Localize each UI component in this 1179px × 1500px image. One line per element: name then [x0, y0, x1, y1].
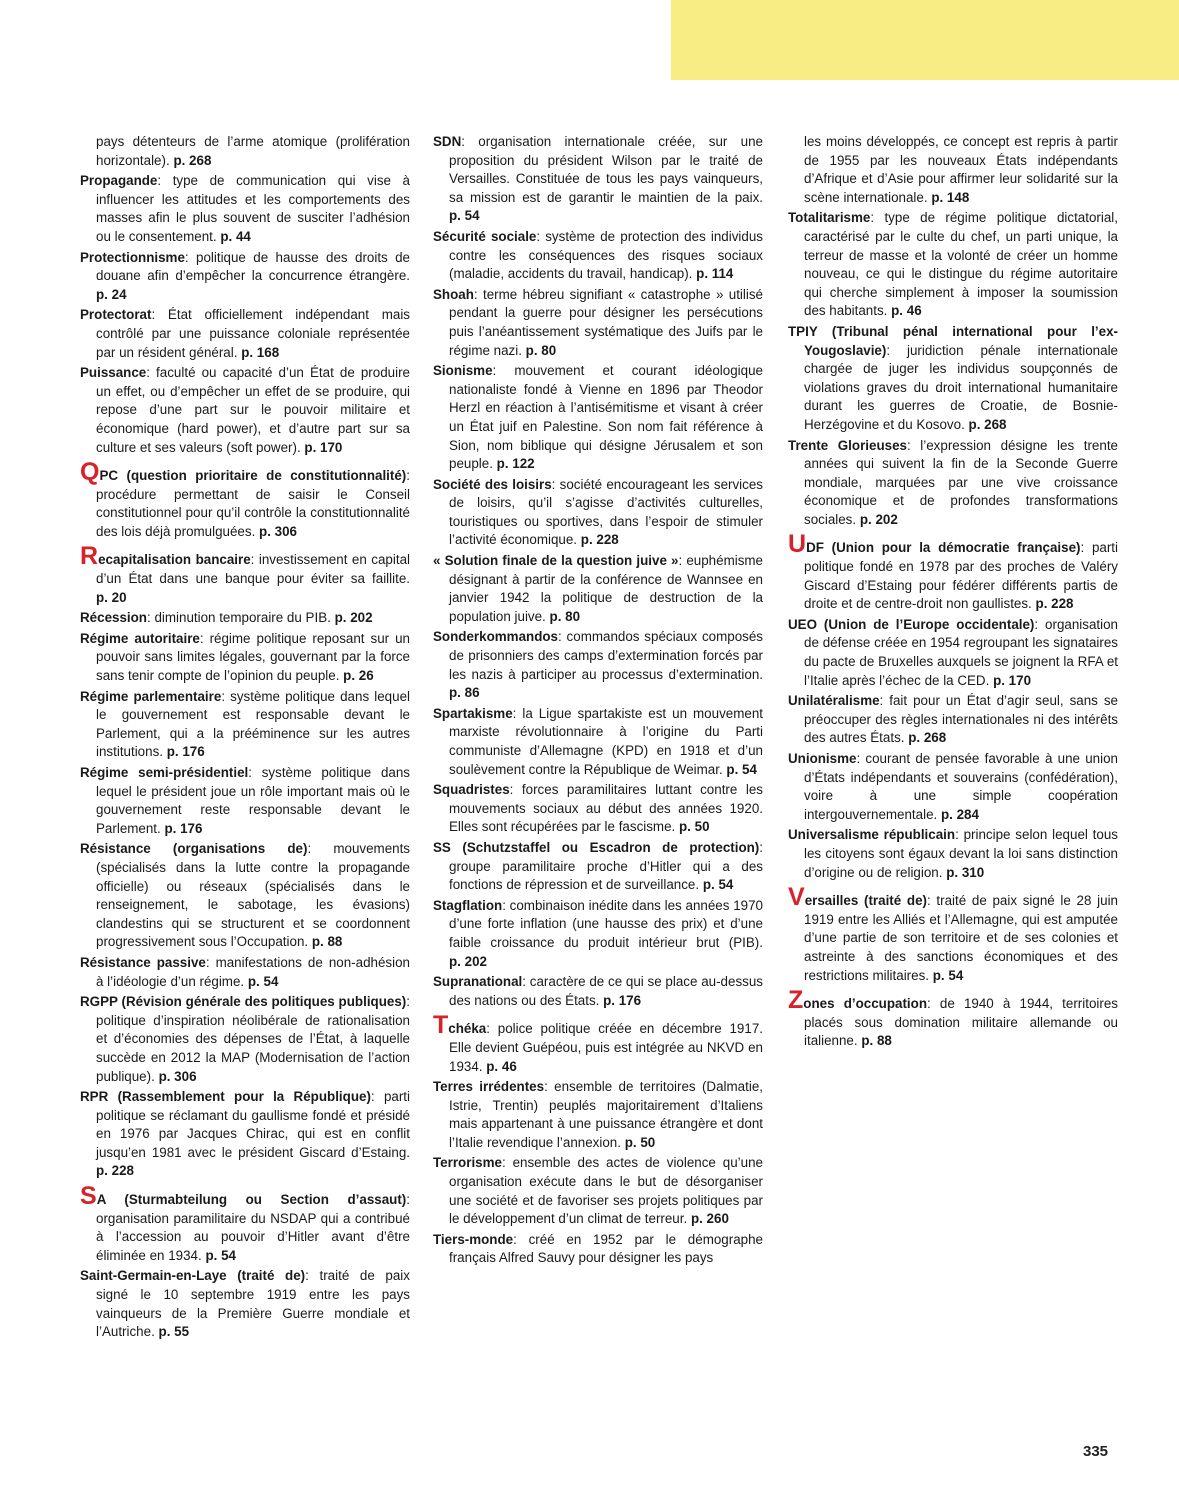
glossary-definition: : mouvements (spécialisés dans la lutte contre la propagande officielle) ou réseaux (spécialisés dans le renseignement, le sabotage, les évasions) clandestins qui se structurent et se coordonnent progressivement sous l’Occupation. — [96, 841, 410, 950]
page-reference: p. 54 — [205, 1247, 236, 1263]
glossary-entry — [433, 839, 763, 895]
page-reference: p. 54 — [702, 877, 734, 893]
page-reference: p. 168 — [241, 344, 280, 360]
glossary-definition: : diminution temporaire du PIB. — [147, 610, 331, 626]
page-reference: p. 88 — [311, 934, 343, 950]
page-reference: p. 54 — [726, 761, 757, 777]
glossary-definition: : forces paramilitaires luttant contre les mouvements sociaux au début des années 1920. Elles sont récupérées par le fascisme. — [449, 782, 763, 835]
glossary-term: Protectorat — [80, 307, 152, 323]
glossary-term: Trente Glorieuses — [788, 437, 907, 453]
glossary-entry — [433, 897, 763, 971]
glossary-definition: : régime politique reposant sur un pouvoir sans limites légales, gouvernant par la force sans tenir compte de l’opinion du peuple. — [96, 630, 410, 684]
glossary-entry — [788, 692, 1118, 748]
glossary-definition: : de 1940 à 1944, territoires placés sous domination militaire allemande ou italienne. — [804, 996, 1118, 1049]
glossary-term: Protectionnisme — [80, 249, 185, 265]
glossary-term: Résistance passive — [80, 954, 206, 970]
page-reference: p. 284 — [940, 806, 979, 822]
glossary-term: Terres irrédentes — [433, 1079, 545, 1095]
glossary-term: PC (question prioritaire de constitutionnalité) — [99, 468, 407, 484]
glossary-definition: : l’expression désigne les trente années qui suivent la fin de la Seconde Guerre mondiale, marquées par une vive croissance économique et de profondes transformations sociales. — [804, 437, 1118, 527]
glossary-entry — [80, 609, 410, 628]
page-reference: p. 86 — [449, 685, 480, 701]
glossary-entry-continuation — [788, 133, 1118, 207]
page-reference: p. 228 — [96, 1163, 134, 1179]
glossary-entry — [80, 1088, 410, 1181]
glossary-definition: : ensemble de territoires (Dalmatie, Istrie, Trentin) peuplés majoritairement d’Italiens mais appartenant à une puissance étrangère et dont l’Italie revendique l’annexion. — [449, 1079, 763, 1150]
page-reference: p. 46 — [891, 303, 922, 319]
glossary-definition: : police politique créée en décembre 1917. Elle devient Guépéou, puis est intégrée au NKVD en 1934. — [449, 1021, 763, 1074]
glossary-term: Résistance (organisations de) — [80, 841, 308, 857]
glossary-definition: : système politique dans lequel le président joue un rôle important mais où le gouvernement reste responsable devant le Parlement. — [96, 765, 411, 836]
glossary-definition: : groupe paramilitaire proche d’Hitler qui a des fonctions de répression et de surveillance. — [449, 839, 763, 893]
section-letter: Z — [788, 986, 804, 1015]
glossary-entry — [80, 764, 410, 838]
page-reference: p. 54 — [449, 208, 480, 224]
glossary-definition: : procédure permettant de saisir le Conseil constitutionnel pour qu’il contrôle la constitutionnalité des lois déjà promulguées. — [96, 468, 410, 539]
glossary-definition: : investissement en capital d’un État dans une banque pour éviter sa faillite. — [96, 552, 410, 587]
glossary-term: DF (Union pour la démocratie française) — [806, 540, 1081, 556]
glossary-definition: : politique d’inspiration néolibérale de rationalisation et d’économies des dépenses de l’État, à laquelle succède en 2012 la MAP (Modernisation de l’action publique). — [96, 994, 410, 1084]
glossary-entry — [433, 973, 763, 1010]
page-reference: p. 202 — [859, 511, 898, 527]
glossary-entry — [788, 750, 1118, 824]
page-reference: p. 310 — [946, 864, 985, 880]
glossary-entry — [433, 1011, 763, 1076]
page-reference: p. 50 — [679, 819, 710, 835]
glossary-definition: : système de protection des individus contre les conséquences des risques sociaux (maladie, accidents du travail, handicap). — [449, 228, 763, 282]
glossary-entry — [433, 476, 763, 550]
glossary-term: chéka — [448, 1021, 487, 1037]
glossary-entry — [80, 172, 410, 246]
glossary-term: RGPP (Révision générale des politiques publiques) — [80, 994, 407, 1010]
glossary-definition: : parti politique se réclamant du gaullisme fondé et présidé en 1976 par Jacques Chirac, qui est en conflit jusqu’en 1981 avec le président Giscard d’Estaing. — [96, 1089, 410, 1160]
page-reference: p. 176 — [603, 992, 642, 1008]
glossary-entry — [788, 323, 1118, 435]
glossary-entry — [80, 840, 410, 952]
glossary-column-1 — [80, 133, 410, 1344]
glossary-definition: : type de communication qui vise à influencer les attitudes et les comportements des masses afin le plus souvent de susciter l’adhésion ou le consentement. — [96, 173, 410, 244]
glossary-entry — [788, 616, 1118, 690]
section-letter: U — [788, 530, 807, 559]
glossary-definition: : faculté ou capacité d’un État de produire un effet, ou d’empêcher un effet de se produire, qui repose d’une part sur le pouvoir militaire et économique (hard power), et d’autre part sur sa culture et ses valeurs (soft power). — [96, 365, 410, 455]
section-letter: T — [433, 1011, 449, 1040]
glossary-definition: : type de régime politique dictatorial, caractérisé par le culte du chef, un parti unique, la terreur de masse et la volonté de créer un homme nouveau, ce qui le distingue du régime autoritaire qui cherche simplement à imposer la soumission des habitants. — [804, 210, 1118, 319]
glossary-term: Puissance — [80, 365, 147, 381]
section-letter: V — [788, 883, 805, 912]
glossary-definition: : organisation internationale créée, sur une proposition du président Wilson par le traité de Versailles. Constituée de tous les pays vainqueurs, sa mission est de garantir le maintien de la paix. — [449, 134, 763, 205]
glossary-entry — [433, 1231, 763, 1268]
glossary-entry — [788, 437, 1118, 530]
glossary-term: A (Sturmabteilung ou Section d’assaut) — [96, 1192, 407, 1208]
glossary-definition: : traité de paix signé le 28 juin 1919 entre les Alliés et l’Allemagne, qui est amputée d’une partie de son territoire et de ses colonies et astreinte à des sanctions économiques et des restrictions militaires. — [804, 893, 1118, 983]
page-reference: p. 50 — [624, 1134, 656, 1150]
glossary-term: Saint-Germain-en-Laye (traité de) — [80, 1268, 306, 1284]
glossary-entry — [80, 1267, 410, 1341]
page-reference: p. 55 — [158, 1324, 190, 1340]
yellow-corner-tab — [671, 0, 1179, 80]
glossary-entry — [80, 688, 410, 762]
glossary-term: Régime parlementaire — [80, 688, 222, 704]
page-reference: p. 228 — [1035, 596, 1074, 612]
glossary-entry — [433, 362, 763, 474]
glossary-column-3 — [788, 133, 1118, 1053]
glossary-definition: : parti politique fondé en 1978 par des proches de Valéry Giscard d’Estaing pour fédérer différents partis de droite et de centre-droit non gaullistes. — [804, 540, 1119, 612]
glossary-definition: : organisation paramilitaire du NSDAP qui a contribué à l’accession au pouvoir d’Hitler avant d’être éliminée en 1934. — [96, 1192, 410, 1263]
page-reference: p. 54 — [932, 967, 964, 983]
glossary-entry — [788, 986, 1118, 1051]
glossary-entry — [80, 458, 410, 541]
section-letter: Q — [80, 458, 100, 487]
glossary-term: TPIY (Tribunal pénal international pour l’ex-Yougoslavie) — [788, 323, 1118, 358]
glossary-definition: : mouvement et courant idéologique nationaliste fondé à Vienne en 1896 par Theodor Herzl en réaction à l’antisémitisme et visant à créer un État juif en Palestine. Son nom fait référence à Sion, nom biblique qui désigne Jérusalem et son peuple. — [449, 363, 763, 472]
glossary-definition: : fait pour un État d’agir seul, sans se préoccuper des règles internationales ni des intérêts des autres États. — [804, 693, 1118, 746]
page-reference: p. 228 — [580, 532, 619, 548]
page-reference: p. 80 — [525, 342, 557, 358]
page-reference: p. 260 — [690, 1211, 729, 1227]
glossary-entry — [788, 530, 1119, 613]
glossary-term: Régime semi-présidentiel — [80, 765, 249, 780]
page-reference: p. 114 — [696, 266, 734, 282]
glossary-definition: : juridiction pénale internationale chargée de juger les individus soupçonnés de violations graves du droit international humanitaire durant les guerres de Croatie, de Bosnie-Herzégovine et du Kosovo. — [804, 342, 1118, 432]
page-reference: p. 176 — [164, 820, 203, 836]
glossary-entry — [433, 1078, 763, 1152]
glossary-column-2 — [433, 133, 763, 1270]
section-letter: S — [80, 1182, 97, 1211]
glossary-entry — [433, 228, 763, 284]
page-reference: p. 268 — [968, 416, 1007, 432]
glossary-term: Récession — [80, 610, 147, 626]
page-reference: p. 202 — [334, 610, 373, 626]
glossary-term: Unionisme — [788, 751, 857, 766]
glossary-entry — [80, 306, 410, 362]
glossary-term: Squadristes — [433, 782, 510, 798]
glossary-term: Universalisme républicain — [788, 827, 956, 843]
page-reference: p. 88 — [861, 1033, 892, 1049]
glossary-term: Tiers-monde — [433, 1231, 514, 1247]
glossary-entry — [433, 628, 763, 702]
page-reference: p. 54 — [247, 973, 279, 989]
glossary-definition: : système politique dans lequel le gouvernement est responsable devant le Parlement, qui a la prééminence sur les autres institutions. — [96, 688, 410, 760]
page-reference: p. 44 — [220, 228, 251, 244]
glossary-entry — [788, 883, 1118, 985]
glossary-definition: : ensemble des actes de violence qu’une organisation exécute dans le but de désorganiser une société et de favoriser ses projets politiques par le développement d’un climat de terreur. — [449, 1155, 763, 1227]
page-reference: p. 202 — [449, 953, 487, 969]
glossary-definition: : principe selon lequel tous les citoyens sont égaux devant la loi sans distinction d’origine ou de religion. — [804, 827, 1118, 880]
glossary-term: Terrorisme — [433, 1155, 502, 1171]
page-reference: p. 46 — [486, 1058, 517, 1074]
glossary-term: Sécurité sociale — [433, 228, 537, 244]
page-reference: p. 26 — [343, 668, 374, 684]
page-reference: p. 268 — [173, 152, 212, 168]
glossary-term: UEO (Union de l’Europe occidentale) — [788, 616, 1035, 632]
glossary-definition: : traité de paix signé le 10 septembre 1919 entre les pays vainqueurs de la Première Guerre mondiale et l’Autriche. — [96, 1268, 410, 1340]
glossary-definition: : caractère de ce qui se place au-dessus des nations ou des États. — [449, 974, 763, 1008]
glossary-entry-continuation — [80, 133, 410, 170]
page-reference: p. 306 — [259, 523, 297, 539]
glossary-definition: : manifestations de non-adhésion à l’idéologie d’un régime. — [96, 954, 410, 989]
glossary-entry — [433, 286, 763, 360]
glossary-term: Shoah — [433, 286, 474, 302]
glossary-entry — [433, 133, 763, 226]
glossary-term: SDN — [433, 134, 462, 149]
glossary-term: Régime autoritaire — [80, 630, 200, 646]
glossary-entry — [80, 993, 410, 1086]
page-reference: p. 148 — [931, 189, 970, 205]
glossary-entry — [788, 209, 1118, 321]
glossary-term: « Solution finale de la question juive » — [433, 553, 679, 569]
glossary-entry — [80, 954, 410, 991]
glossary-term: ones d’occupation — [803, 996, 928, 1012]
glossary-term: Stagflation — [433, 897, 503, 913]
glossary-definition: : État officiellement indépendant mais contrôlé par une puissance coloniale représentée par un résident général. — [96, 307, 410, 360]
page-number: 335 — [1083, 1443, 1109, 1460]
glossary-term: Société des loisirs — [433, 476, 552, 492]
glossary-term: Supranational — [433, 974, 523, 990]
glossary-term: Sonderkommandos — [433, 629, 559, 645]
glossary-term: ecapitalisation bancaire — [98, 552, 251, 568]
page-reference: p. 170 — [993, 672, 1032, 688]
glossary-entry — [433, 781, 763, 837]
glossary-definition: : créé en 1952 par le démographe français Alfred Sauvy pour désigner les pays — [449, 1231, 763, 1266]
glossary-definition: : courant de pensée favorable à une union d’États indépendants et souverains (confédération), voire à une simple coopération intergouvernementale. — [804, 751, 1118, 822]
glossary-definition: : société encourageant les services de loisirs, qu’il s’agisse d’activités culturelles, touristiques ou sportives, dans l’espoir de stimuler l’activité économique. — [449, 476, 763, 548]
glossary-entry — [433, 705, 763, 779]
page-reference: p. 170 — [304, 439, 343, 455]
glossary-entry — [433, 1154, 763, 1228]
glossary-definition: : la Ligue spartakiste est un mouvement marxiste révolutionnaire à l’origine du Parti communiste d’Allemagne (KPD) en 1918 et d’un soulèvement contre la République de Weimar. — [449, 705, 763, 777]
glossary-term: ersailles (traité de) — [804, 893, 927, 909]
glossary-term: SS (Schutzstaffel ou Escadron de protection) — [433, 839, 760, 855]
glossary-entry — [80, 249, 410, 305]
glossary-term: Unilatéralisme — [788, 693, 880, 709]
page-reference: p. 268 — [908, 730, 947, 746]
glossary-definition: : terme hébreu signifiant « catastrophe » utilisé pendant la guerre pour désigner les persécutions puis l’anéantissement systématique des Juifs par le régime nazi. — [449, 286, 763, 358]
glossary-term: Spartakisme — [433, 705, 513, 721]
glossary-definition: : euphémisme désignant à partir de la conférence de Wannsee en janvier 1942 la politique de destruction de la population juive. — [449, 553, 764, 624]
page-reference: p. 20 — [96, 589, 127, 605]
glossary-term: Sionisme — [433, 363, 493, 379]
page-reference: p. 24 — [96, 286, 127, 302]
glossary-definition: les moins développés, ce concept est repris à partir de 1955 par les nouveaux États indépendants d’Afrique et d’Asie pour affirmer leur solidarité sur la scène internationale. — [804, 134, 1118, 205]
glossary-term: Totalitarisme — [788, 210, 871, 226]
glossary-term: RPR (Rassemblement pour la République) — [80, 1089, 371, 1105]
glossary-term: Propagande — [80, 173, 158, 189]
glossary-entry — [80, 542, 410, 607]
glossary-entry — [80, 364, 410, 457]
glossary-entry — [80, 1182, 410, 1265]
glossary-definition: : commandos spéciaux composés de prisonniers des camps d’extermination forcés par les nazis à participer au processus d’extermination. — [449, 629, 763, 682]
glossary-definition: pays détenteurs de l’arme atomique (prolifération horizontale). — [96, 134, 410, 168]
glossary-definition: : combinaison inédite dans les années 1970 d’une forte inflation (une hausse des prix) et d’une faible croissance du produit intérieur brut (PIB). — [449, 897, 763, 950]
glossary-entry — [433, 552, 763, 626]
glossary-entry — [80, 630, 410, 686]
page-reference: p. 176 — [166, 744, 205, 760]
glossary-definition: : politique de hausse des droits de douane afin d’empêcher la concurrence étrangère. — [96, 249, 410, 284]
page-reference: p. 122 — [496, 456, 535, 472]
page-reference: p. 80 — [549, 608, 581, 624]
section-letter: R — [80, 542, 99, 571]
page-reference: p. 306 — [158, 1068, 197, 1084]
glossary-definition: : organisation de défense créée en 1954 regroupant les signataires du pacte de Bruxelles auxquels se joignent la RFA et l’Italie après l’échec de la CED. — [804, 616, 1118, 688]
glossary-entry — [788, 826, 1118, 882]
